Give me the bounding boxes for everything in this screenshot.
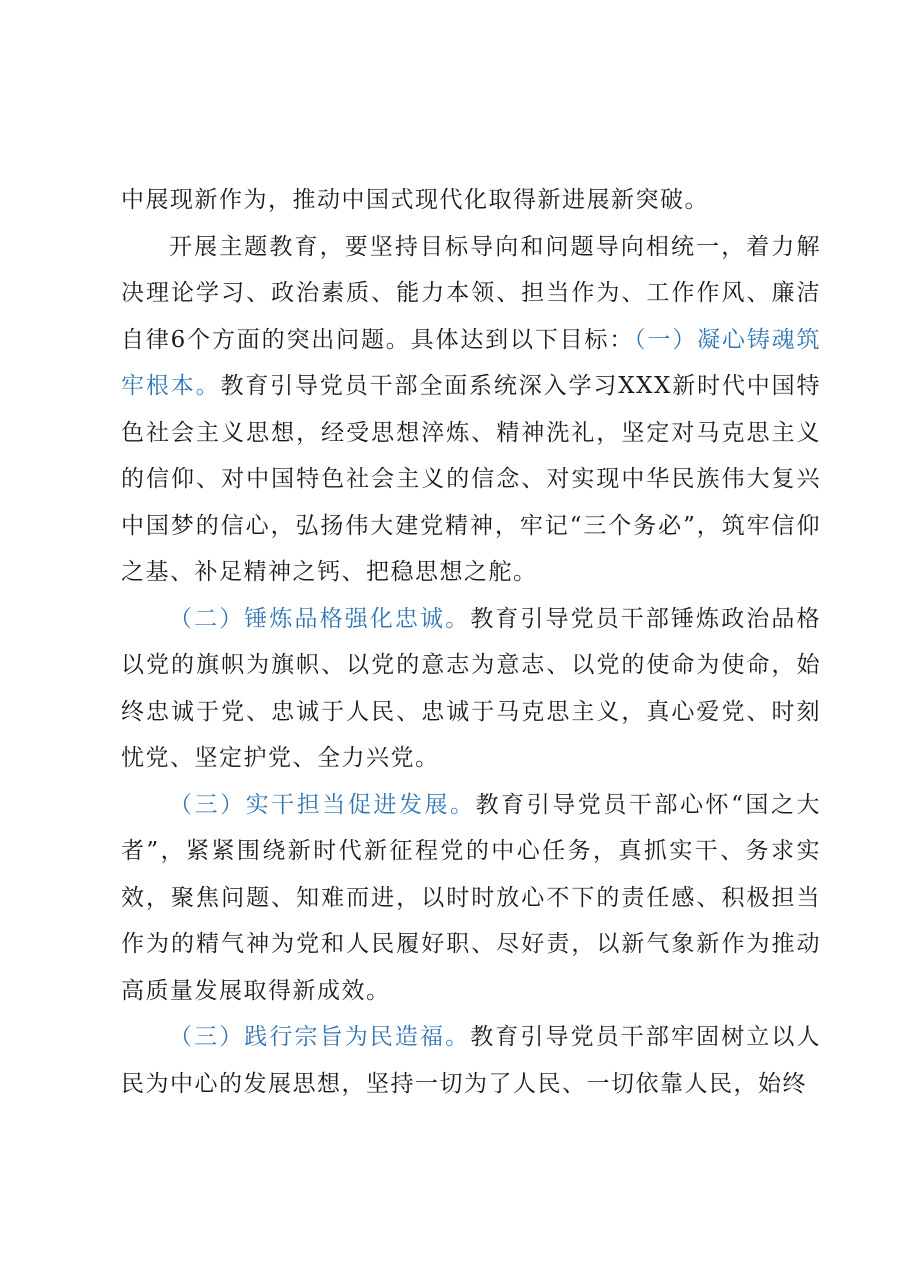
paragraph-text: 开展主题教育，要坚持目标导向和问题导向相统一，着力解决理论学习、政治素质、能力本领、担当作为、工作作风、廉洁自律6个方面的突出问题。具体达到以下目标： <box>121 233 821 353</box>
paragraph-goal-3 <box>121 782 821 1015</box>
paragraph-goals-intro <box>121 224 821 596</box>
paragraph-text: 教育引导党员干部全面系统深入学习XXX新时代中国特色社会主义思想，经受思想淬炼、精神洗礼，坚定对马克思主义的信仰、对中国特色社会主义的信念、对实现中华民族伟大复兴中国梦的信心，弘扬伟大建党精神，牢记“三个务必”，筑牢信仰之基、补足精神之钙、把稳思想之舵。 <box>121 373 822 585</box>
paragraph-text: 教育引导党员干部牢固树立以人民为中心的发展思想，坚持一切为了人民、一切依靠人民，始终 <box>121 1024 822 1097</box>
document-body <box>121 177 821 1107</box>
paragraph-goal-4 <box>121 1014 821 1107</box>
section-heading-1: （一）凝心铸魂筑牢根本。 <box>121 326 821 399</box>
paragraph-text: 教育引导党员干部锤炼政治品格以党的旗帜为旗帜、以党的意志为意志、以党的使命为使命，始终忠诚于党、忠诚于人民、忠诚于马克思主义，真心爱党、时刻忧党、坚定护党、全力兴党。 <box>121 605 822 771</box>
paragraph-text: 中展现新作为，推动中国式现代化取得新进展新突破。 <box>121 187 709 213</box>
paragraph-continuation <box>121 177 821 224</box>
section-heading-4: （三）践行宗旨为民造福。 <box>169 1024 471 1050</box>
section-heading-2: （二）锤炼品格强化忠诚。 <box>169 605 471 632</box>
paragraph-goal-2 <box>121 596 821 782</box>
section-heading-3: （三）实干担当促进发展。 <box>169 791 476 818</box>
paragraph-text: 教育引导党员干部心怀“国之大者”，紧紧围绕新时代新征程党的中心任务，真抓实干、务求实效，聚焦问题、知难而进，以时时放心不下的责任感、积极担当作为的精气神为党和人民履好职、尽好责，以新气象新作为推动高质量发展取得新成效。 <box>121 791 821 1004</box>
